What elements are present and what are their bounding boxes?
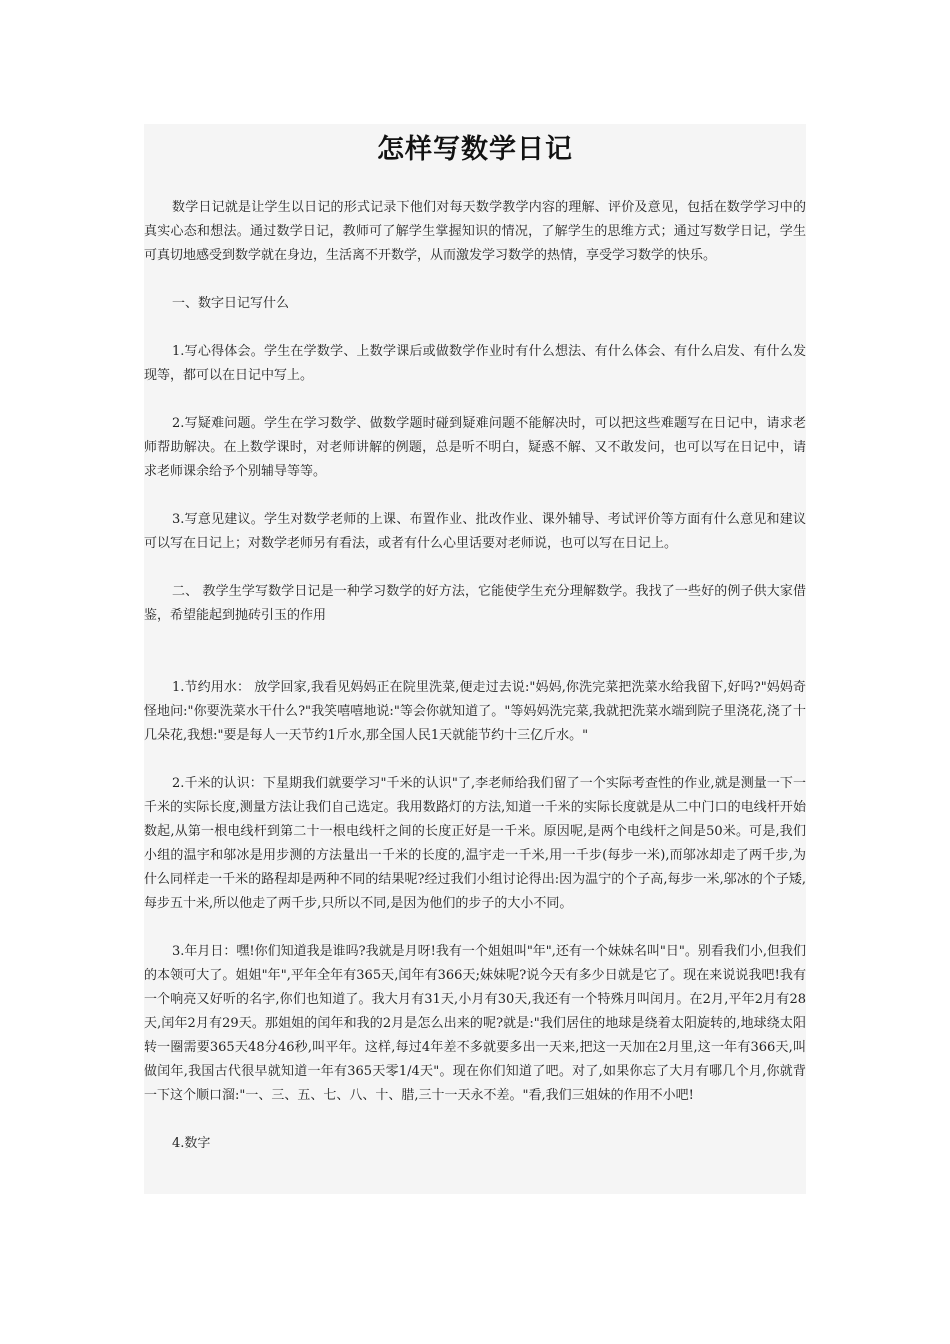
example-kilometer: 2.千米的认识：下星期我们就要学习"千米的认识"了,李老师给我们留了一个实际考查性的作业,就是测量一下一千米的实际长度,测量方法让我们自己选定。我用数路灯的方法,知道一千米的实际长度就是从二中门口的电线杆开始数起,从第一根电线杆到第二十一根电线杆之间的长度正好是一千米。原因呢,是两个电线杆之间是50米。可是,我们小组的温宇和邬冰是用步测的方法量出一千米的长度的,温宇走一千米,用一千步(每步一米),而邬冰却走了两千步,为什么同样走一千米的路程却是两种不同的结果呢?经过我们小组讨论得出:因为温宁的个子高,每步一米,邬冰的个子矮,每步五十米,所以他走了两千步,只所以不同,是因为他们的步子的大小不同。 <box>144 776 806 911</box>
paragraph-item-3: 3.写意见建议。学生对数学老师的上课、布置作业、批改作业、课外辅导、考试评价等方面有什么意见和建议可以写在日记上；对数学老师另有看法，或者有什么心里话要对老师说，也可以写在日记上。 <box>144 512 806 551</box>
document-body <box>144 196 806 1180</box>
intro-paragraph: 数学日记就是让学生以日记的形式记录下他们对每天数学教学内容的理解、评价及意见，包括在数学学习中的真实心态和想法。通过数学日记，教师可了解学生掌握知识的情况，了解学生的思维方式；通过写数学日记，学生可真切地感受到数学就在身边，生活离不开数学，从而激发学习数学的热情，享受学习数学的快乐。 <box>144 200 806 263</box>
paragraph-item-2: 2.写疑难问题。学生在学习数学、做数学题时碰到疑难问题不能解决时，可以把这些难题写在日记中，请求老师帮助解决。在上数学课时，对老师讲解的例题，总是听不明白，疑惑不解、又不敢发问，也可以写在日记中，请求老师课余给予个别辅导等等。 <box>144 416 806 479</box>
paragraph-item-1: 1.写心得体会。学生在学数学、上数学课后或做数学作业时有什么想法、有什么体会、有什么启发、有什么发现等，都可以在日记中写上。 <box>144 344 806 383</box>
section-heading-2: 二、 教学生学写数学日记是一种学习数学的好方法，它能使学生充分理解数学。我找了一些好的例子供大家借鉴，希望能起到抛砖引玉的作用 <box>144 584 806 623</box>
document-page <box>144 124 806 1194</box>
example-numbers: 4.数字 <box>172 1136 211 1151</box>
example-calendar: 3.年月日：嘿!你们知道我是谁吗?我就是月呀!我有一个姐姐叫"年",还有一个妹妹名叫"日"。别看我们小,但我们的本领可大了。姐姐"年",平年全年有365天,闰年有366天;妹妹呢?说今天有多少日就是它了。现在来说说我吧!我有一个响亮又好听的名字,你们也知道了。我大月有31天,小月有30天,我还有一个特殊月叫闰月。在2月,平年2月有28天,闰年2月有29天。那姐姐的闰年和我的2月是怎么出来的呢?就是:"我们居住的地球是绕着太阳旋转的,地球绕太阳转一圈需要365天48分46秒,叫平年。这样,每过4年差不多就要多出一天来,把这一天加在2月里,这一年有366天,叫做闰年,我国古代很早就知道一年有365天零1/4天"。现在你们知道了吧。对了,如果你忘了大月有哪几个月,你就背一下这个顺口溜:"一、三、五、七、八、十、腊,三十一天永不差。"看,我们三姐妹的作用不小吧! <box>144 944 806 1103</box>
example-water: 1.节约用水： 放学回家,我看见妈妈正在院里洗菜,便走过去说:"妈妈,你洗完菜把洗菜水给我留下,好吗?"妈妈奇怪地问:"你要洗菜水干什么?"我笑嘻嘻地说:"等会你就知道了。"等妈妈洗完菜,我就把洗菜水端到院子里浇花,浇了十几朵花,我想:"要是每人一天节约1斤水,那全国人民1天就能节约十三亿斤水。" <box>144 680 806 743</box>
section-heading-1: 一、数字日记写什么 <box>172 296 290 311</box>
document-title: 怎样写数学日记 <box>377 134 573 165</box>
